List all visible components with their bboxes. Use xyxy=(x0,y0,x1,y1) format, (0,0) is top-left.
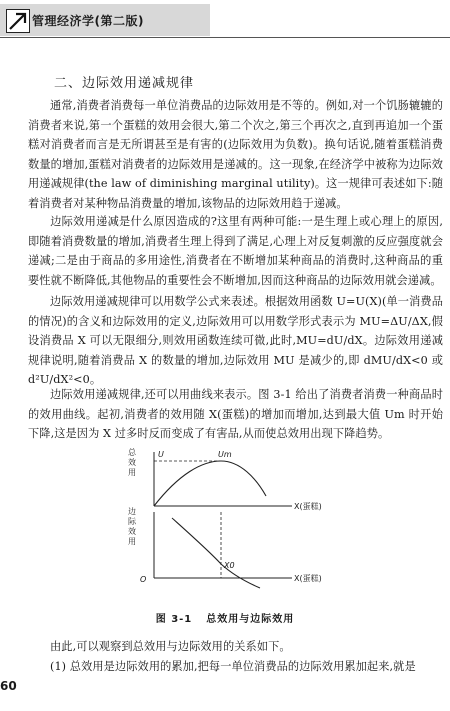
total-utility-y-label-2: 效 xyxy=(128,458,136,467)
origin-label: O xyxy=(140,575,147,584)
paragraph-4 xyxy=(28,385,443,444)
paragraph-5 xyxy=(28,637,443,657)
figure-caption-number: 图 3-1 xyxy=(155,614,193,625)
paragraph-5-text: 由此,可以观察到总效用与边际效用的关系如下。 xyxy=(50,640,291,653)
um-label: Um xyxy=(218,450,232,459)
paragraph-6-text: (1) 总效用是边际效用的累加,把每一单位消费品的边际效用累加起来,就是 xyxy=(50,660,416,673)
u-label: U xyxy=(158,450,164,459)
paragraph-2 xyxy=(28,212,443,290)
paragraph-1 xyxy=(28,96,443,214)
marginal-utility-y-label-4: 用 xyxy=(128,537,136,546)
figure-caption-title: 总效用与边际效用 xyxy=(206,614,295,625)
marginal-utility-y-label-1: 边 xyxy=(128,507,136,516)
utility-figure xyxy=(124,440,354,590)
total-utility-y-label-3: 用 xyxy=(128,468,136,477)
paragraph-1-text: 通常,消费者消费每一单位消费品的边际效用是不等的。例如,对一个饥肠辘辘的消费者来说,第一个蛋糕的效用会很大,第二个次之,第三个再次之,直到再追加一个蛋糕对消费者而言是无所谓甚至是有害的(边际效用为负数)。换句话说,随着蛋糕消费数量的增加,蛋糕对消费者的边际效用是递减的。这一现象,在经济学中被称为边际效用递减规律(the law of diminishing marginal utility)。这一规律可表述如下:随着消费者对某种物品消费量的增加,该物品的边际效用趋于递减。 xyxy=(28,99,443,210)
section-title: 二、边际效用递减规律 xyxy=(54,76,195,91)
page-header xyxy=(0,0,450,38)
paragraph-3 xyxy=(28,292,443,390)
x0-label: X0 xyxy=(224,561,235,570)
paragraph-4-text: 边际效用递减规律,还可以用曲线来表示。图 3-1 给出了消费者消费一种商品时的效用曲线。起初,消费者的效用随 X(蛋糕)的增加而增加,达到最大值 Um 时开始下降,这是因为 X 过多时反而变成了有害品,从而使总效用出现下降趋势。 xyxy=(28,388,443,441)
header-rule xyxy=(0,37,450,38)
page-number: 60 xyxy=(0,679,17,693)
total-utility-curve xyxy=(154,461,266,506)
figure-caption xyxy=(0,610,450,625)
paragraph-6 xyxy=(28,657,443,677)
marginal-utility-y-label-2: 际 xyxy=(128,517,136,526)
x-axis-label-bottom: X(蛋糕) xyxy=(294,574,322,583)
book-title: 管理经济学(第二版) xyxy=(32,14,144,28)
marginal-utility-y-label-3: 效 xyxy=(128,527,136,536)
paragraph-3-text: 边际效用递减规律可以用数学公式来表述。根据效用函数 U=U(X)(单一消费品的情况)的含义和边际效用的定义,边际效用可以用数学形式表示为 MU=ΔU/ΔX,假设消费品 X 可以无限细分,则效用函数连续可微,此时,MU=dU/dX。边际效用递减规律说明,随着消费品 X 的数量的增加,边际效用 MU 是减少的,即 dMU/dX<0 或 d²U/dX²<0。 xyxy=(28,295,443,387)
book-logo-icon xyxy=(6,9,30,33)
x-axis-label-top: X(蛋糕) xyxy=(294,502,322,511)
total-utility-y-label-1: 总 xyxy=(128,448,136,457)
paragraph-2-text: 边际效用递减是什么原因造成的?这里有两种可能:一是生理上或心理上的原因,即随着消费数量的增加,消费者生理上得到了满足,心理上对反复刺激的反应强度就会递减;二是由于商品的多用途性,消费者在不断增加某种商品的消费时,这种商品的重要性就不断降低,其他物品的重要性会不断增加,因而这种商品的边际效用就会递减。 xyxy=(28,215,443,287)
